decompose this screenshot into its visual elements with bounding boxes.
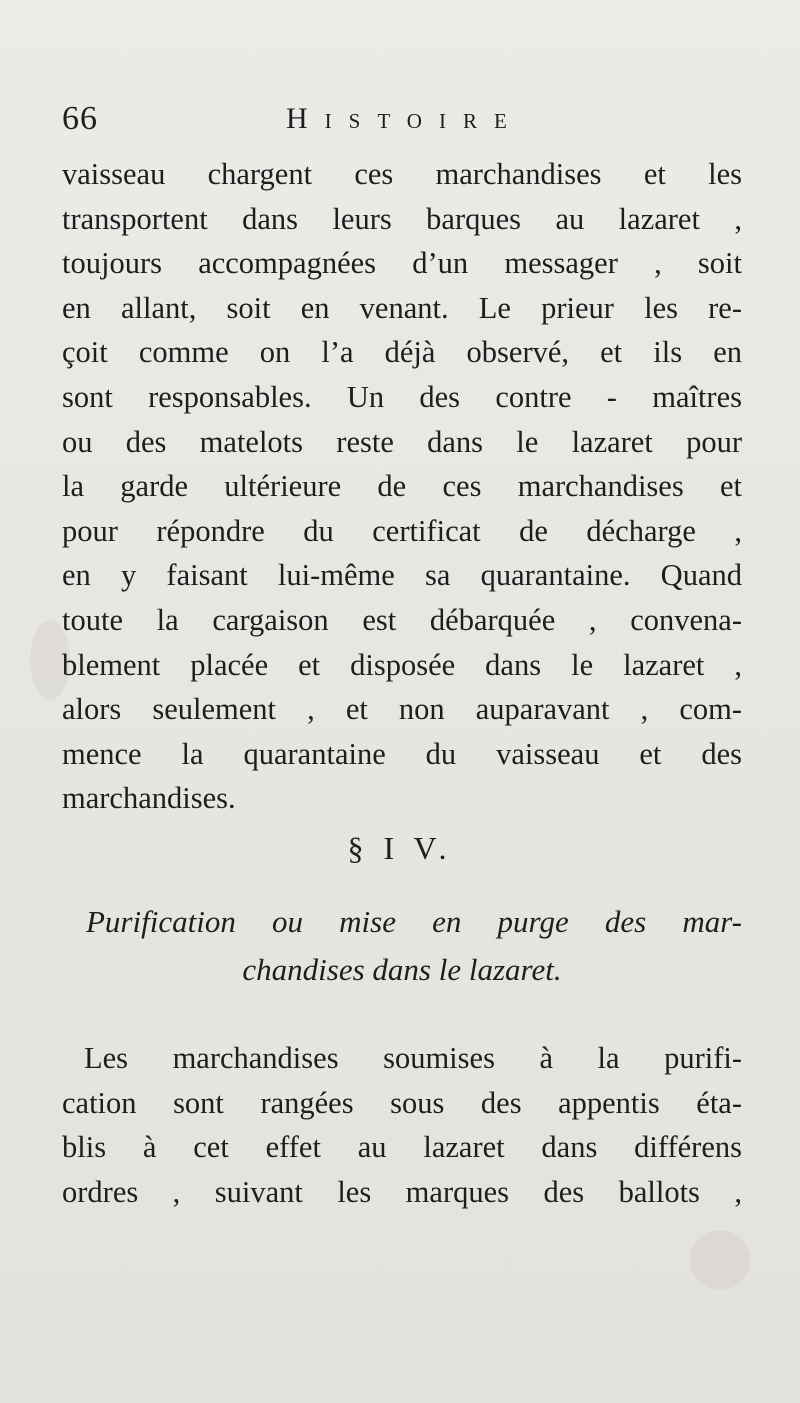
section-title bbox=[62, 898, 742, 994]
text-line: cation sont rangées sous des appentis éta- bbox=[62, 1085, 742, 1120]
text-line: blement placée et disposée dans le lazaret , bbox=[62, 647, 742, 682]
text-line: toujours accompagnées d’un messager , soit bbox=[62, 246, 742, 281]
text-line: en allant, soit en venant. Le prieur les re- bbox=[62, 290, 742, 325]
paragraph-2 bbox=[62, 1036, 742, 1214]
text-line: toute la cargaison est débarquée , convena- bbox=[62, 602, 742, 637]
text-line: alors seulement , et non auparavant , com- bbox=[62, 692, 742, 727]
text-line: blis à cet effet au lazaret dans différens bbox=[62, 1130, 742, 1165]
running-title: Histoire bbox=[286, 102, 524, 135]
text-line: la garde ultérieure de ces marchandises et bbox=[62, 469, 742, 504]
text-line: çoit comme on l’a déjà observé, et ils en bbox=[62, 335, 742, 370]
text-line: Les marchandises soumises à la purifi- bbox=[84, 1041, 742, 1075]
text-line: transportent dans leurs barques au lazaret , bbox=[62, 201, 742, 236]
running-head bbox=[62, 94, 702, 144]
text-line: sont responsables. Un des contre - maîtres bbox=[62, 379, 742, 414]
text-line: pour répondre du certificat de décharge , bbox=[62, 513, 742, 548]
section-number: § I V. bbox=[347, 830, 453, 866]
section-title-line: chandises dans le lazaret. bbox=[242, 952, 562, 987]
text-line: marchandises. bbox=[62, 781, 236, 816]
text-line: en y faisant lui-même sa quarantaine. Quand bbox=[62, 558, 742, 593]
text-line: ou des matelots reste dans le lazaret pour bbox=[62, 424, 742, 459]
paragraph-1 bbox=[62, 152, 742, 821]
text-line: vaisseau chargent ces marchandises et les bbox=[62, 157, 742, 191]
text-line: ordres , suivant les marques des ballots , bbox=[62, 1174, 742, 1209]
page-number: 66 bbox=[62, 100, 98, 137]
section-title-line: Purification ou mise en purge des mar- bbox=[86, 904, 742, 939]
paper-stain bbox=[690, 1230, 750, 1290]
text-line: mence la quarantaine du vaisseau et des bbox=[62, 736, 742, 771]
